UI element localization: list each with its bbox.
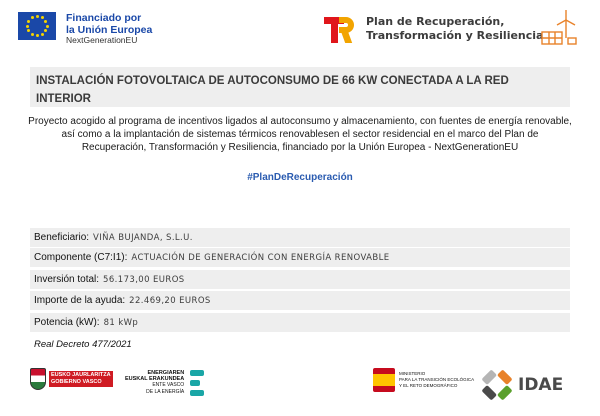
idae-logo <box>482 370 563 400</box>
info-row-potencia <box>30 313 570 332</box>
gobierno-vasco-logo <box>30 368 113 390</box>
project-title-box <box>30 67 570 107</box>
eu-funding-logo <box>18 12 152 46</box>
ente-vasco-energia-logo <box>125 370 206 396</box>
gob-line3: Y EL RETO DEMOGRÁFICO <box>399 383 458 388</box>
eu-text-line1: Financiado por <box>66 12 142 24</box>
ene-line2: EUSKAL ERAKUNDEA <box>125 376 185 383</box>
info-row-inversion <box>30 270 570 289</box>
info-value: 22.469,20 EUROS <box>129 295 211 306</box>
info-row-componente <box>30 248 570 267</box>
plan-text-line1: Plan de Recuperación, <box>366 15 505 29</box>
plan-text-line2: Transformación y Resiliencia <box>366 29 544 42</box>
info-value: 56.173,00 EUROS <box>103 274 185 285</box>
info-value: 81 kWp <box>103 317 139 328</box>
ene-line4: DE LA ENERGÍA <box>146 388 185 395</box>
project-description: Proyecto acogido al programa de incentivos ligados al autoconsumo y almacenamiento, con fuentes de energía renovable, así como a la implantación de sistemas térmicos renovablesen el sector residencial en el marco del Plan de Recuperación, Transformación y Resiliencia, financiado por la Unión Europea - NextGenerationEU <box>28 116 572 153</box>
decree-reference: Real Decreto 477/2021 <box>34 339 132 350</box>
ev-line1: EUSKO JAURLARITZA <box>51 372 111 378</box>
plan-recuperacion-logo <box>322 13 543 45</box>
project-title: INSTALACIÓN FOTOVOLTAICA DE AUTOCONSUMO DE 66 KW CONECTADA A LA RED INTERIOR <box>36 75 509 105</box>
ev-line2: GOBIERNO VASCO <box>51 379 102 385</box>
info-row-importe <box>30 291 570 310</box>
idae-mark-icon <box>482 370 512 400</box>
eu-flag-icon <box>18 12 56 40</box>
info-label: Inversión total: <box>34 274 100 285</box>
spain-shield-icon <box>373 368 395 392</box>
idae-wordmark: IDAE <box>518 375 564 395</box>
info-label: Beneficiario: <box>34 232 90 243</box>
gob-line1: MINISTERIO <box>399 371 426 376</box>
eve-e-icon <box>190 370 206 396</box>
basque-shield-icon <box>30 368 46 390</box>
eu-text-line2: la Unión Europea <box>66 24 153 37</box>
wind-solar-icon <box>538 8 580 48</box>
ene-line1: ENERGIAREN <box>147 370 185 376</box>
info-label: Potencia (kW): <box>34 317 100 328</box>
prtr-mark-icon <box>322 13 358 45</box>
hashtag-link[interactable]: #PlanDeRecuperación <box>247 172 353 183</box>
info-label: Componente (C7:I1): <box>34 252 128 263</box>
info-label: Importe de la ayuda: <box>34 295 126 306</box>
info-value: VIÑA BUJANDA, S.L.U. <box>93 232 193 243</box>
info-value: ACTUACIÓN DE GENERACIÓN CON ENERGÍA RENOVABLE <box>131 252 390 263</box>
info-row-beneficiario <box>30 228 570 247</box>
ene-line3: ENTE VASCO <box>152 382 185 389</box>
ministerio-logo <box>373 368 474 392</box>
eu-text-line3: NextGenerationEU <box>66 35 138 46</box>
gob-line2: PARA LA TRANSICIÓN ECOLÓGICA <box>399 377 475 382</box>
